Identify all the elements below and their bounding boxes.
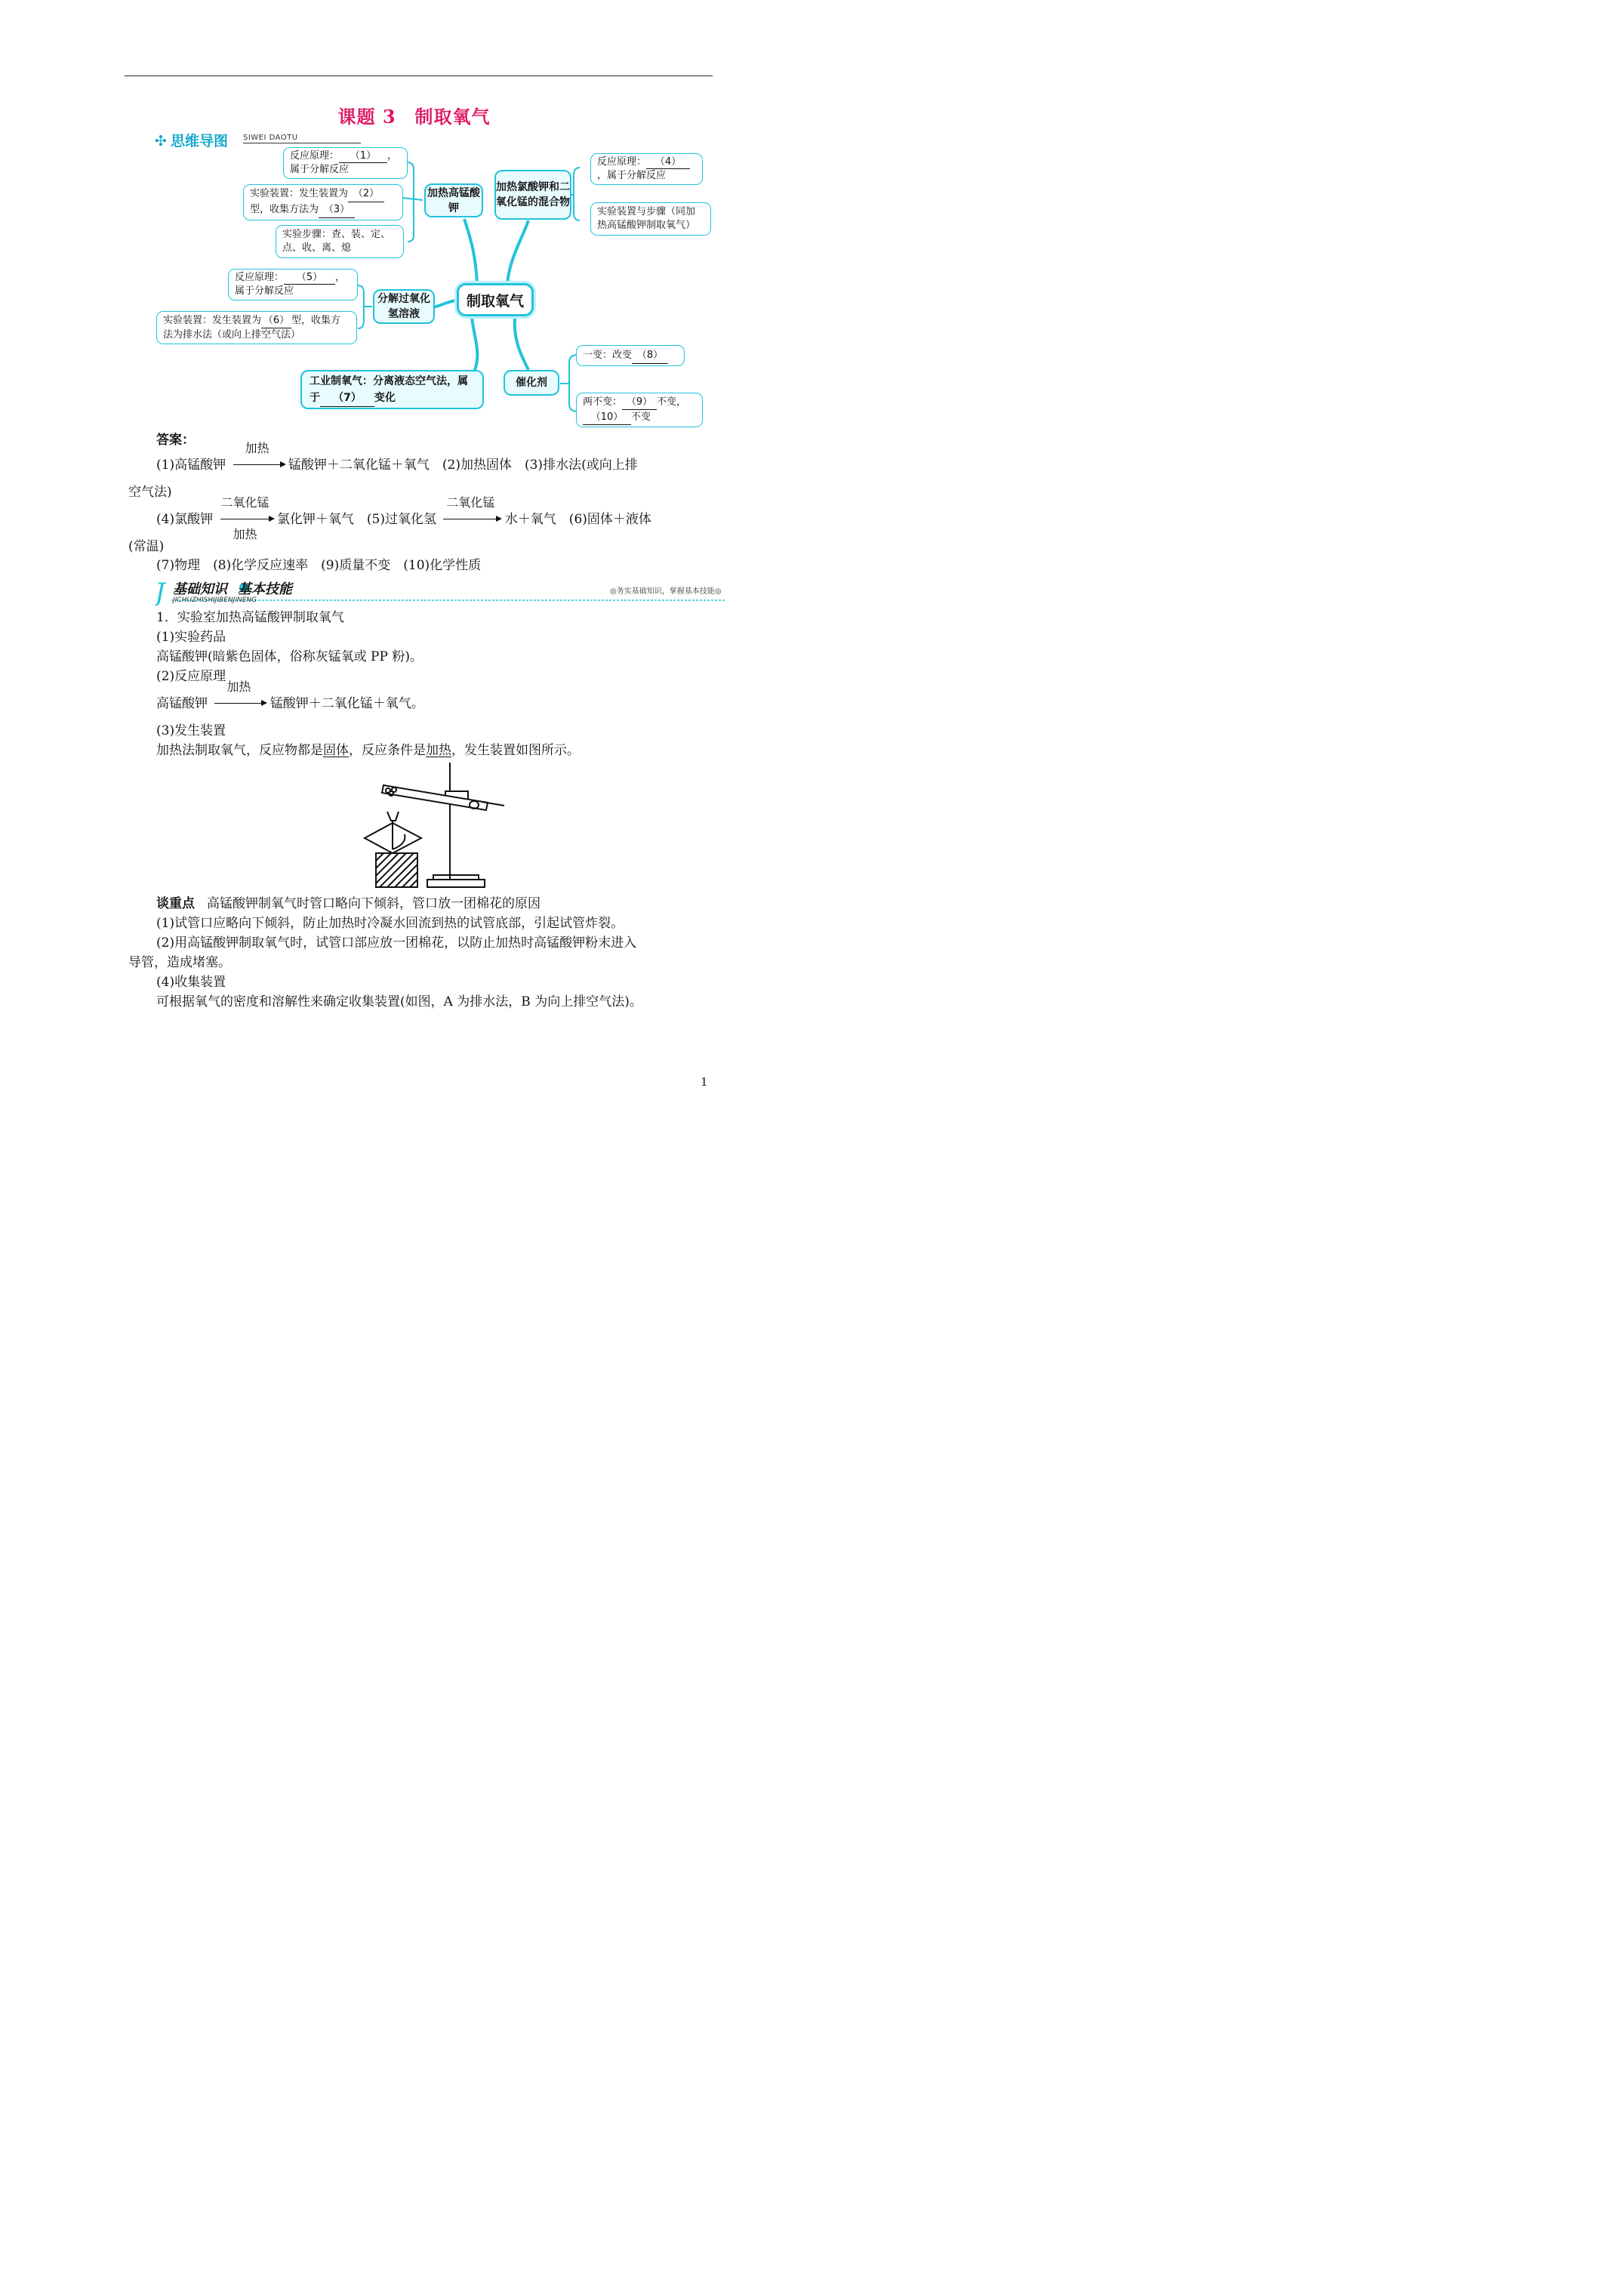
mindmap-heading-sub: SIWEI DAOTU (243, 134, 361, 143)
answer-line-2-cont: (常温) (128, 539, 165, 554)
catalyst-change-box: 一变：改变 （8） (576, 345, 685, 366)
center-node: 制取氧气 (457, 283, 534, 316)
basics-heading: 基础知识 基本技能 (173, 581, 292, 597)
kclo3-node: 加热氯酸钾和二氧化锰的混合物 (494, 170, 571, 220)
h2o2-node: 分解过氧化氢溶液 (373, 289, 435, 324)
blank-6: （6） (261, 314, 291, 328)
blank-4: （4） (646, 156, 690, 169)
content-p3: 高锰酸钾(暗紫色固体，俗称灰锰氧或 PP 粉)。 (156, 649, 423, 664)
basics-motto: ◎务实基础知识，掌握基本技能◎ (610, 587, 722, 596)
basics-heading-sub: JICHUZHISHIJIBENJINENG (173, 596, 257, 604)
content-p12: 可根据氧气的密度和溶解性来确定收集装置(如图，A 为排水法，B 为向上排空气法)。 (156, 994, 642, 1009)
kclo3-apparatus-box: 实验装置与步骤（同加热高锰酸钾制取氧气） (590, 202, 711, 236)
kmno4-apparatus-box: 实验装置：发生装置为 （2） 型，收集方法为 （3） (243, 184, 403, 220)
catalyst-unchanged-box: 两不变： （9） 不变， （10） 不变 (576, 393, 703, 427)
blank-1: （1） (339, 149, 387, 163)
reaction-arrow: 二氧化锰 加热 (217, 511, 273, 529)
content-p7: 加热法制取氧气，反应物都是固体，反应条件是加热，发生装置如图所示。 (156, 743, 580, 758)
content-p8: 谈重点 高锰酸钾制氧气时管口略向下倾斜，管口放一团棉花的原因 (156, 896, 540, 911)
reaction-arrow: 加热 (211, 695, 266, 713)
blank-7: （7） (320, 390, 374, 407)
kmno4-principle-box: 反应原理： （1） ，属于分解反应 (283, 147, 408, 179)
h2o2-principle-box: 反应原理： （5） ，属于分解反应 (228, 269, 358, 300)
industry-node: 工业制氧气：分离液态空气法，属于 （7） 变化 (300, 370, 484, 409)
page-title: 课题 3 制取氧气 (337, 106, 491, 128)
mindmap-heading-text: 思维导图 (171, 133, 229, 149)
reaction-arrow: 二氧化锰 (440, 511, 500, 529)
blank-2: （2） (348, 186, 384, 202)
content-p5: 高锰酸钾 加热 锰酸钾＋二氧化锰＋氧气。 (156, 694, 424, 713)
content-p11: (4)收集装置 (156, 975, 226, 990)
content-p10: (2)用高锰酸钾制取氧气时，试管口部应放一团棉花，以防止加热时高锰酸钾粉末进入 (156, 935, 637, 951)
oxygen-apparatus-illustration (361, 759, 512, 891)
blank-9: （9） (622, 395, 657, 410)
kmno4-node: 加热高锰酸钾 (424, 183, 483, 217)
h2o2-apparatus-box: 实验装置：发生装置为 （6） 型，收集方法为排水法（或向上排空气法） (156, 311, 357, 344)
content-p6: (3)发生装置 (156, 723, 226, 738)
svg-text:J: J (155, 578, 165, 606)
clover-icon: ✣ (155, 133, 167, 149)
reaction-arrow: 加热 (230, 457, 285, 475)
content-p10-cont: 导管，造成堵塞。 (128, 955, 231, 970)
answers-label: 答案： (156, 433, 195, 448)
catalyst-node: 催化剂 (504, 370, 559, 396)
blank-3: （3） (319, 202, 355, 218)
page-number: 1 (701, 1075, 708, 1089)
blank-5: （5） (284, 271, 335, 285)
kmno4-steps-box: 实验步骤：查、装、定、点、收、离、熄 (276, 225, 404, 258)
answer-line-2: (4)氯酸钾 二氧化锰 加热 氯化钾＋氧气 (5)过氧化氢 二氧化锰 水＋氧气 (6)固体＋液体 (156, 495, 651, 541)
answer-line-1-cont: 空气法) (128, 485, 172, 500)
blank-8: （8） (632, 348, 668, 364)
content-p4: (2)反应原理 (156, 669, 226, 684)
answer-line-1: (1)高锰酸钾 加热 锰酸钾＋二氧化锰＋氧气 (2)加热固体 (3)排水法(或向上排 (156, 455, 638, 475)
answer-line-3: (7)物理 (8)化学反应速率 (9)质量不变 (10)化学性质 (156, 558, 482, 573)
content-p2: (1)实验药品 (156, 630, 226, 645)
blank-10: （10） (583, 410, 631, 425)
kclo3-principle-box: 反应原理： （4），属于分解反应 (590, 153, 703, 185)
content-p1: 1．实验室加热高锰酸钾制取氧气 (156, 610, 344, 625)
content-p9: (1)试管口应略向下倾斜，防止加热时冷凝水回流到热的试管底部，引起试管炸裂。 (156, 916, 624, 931)
